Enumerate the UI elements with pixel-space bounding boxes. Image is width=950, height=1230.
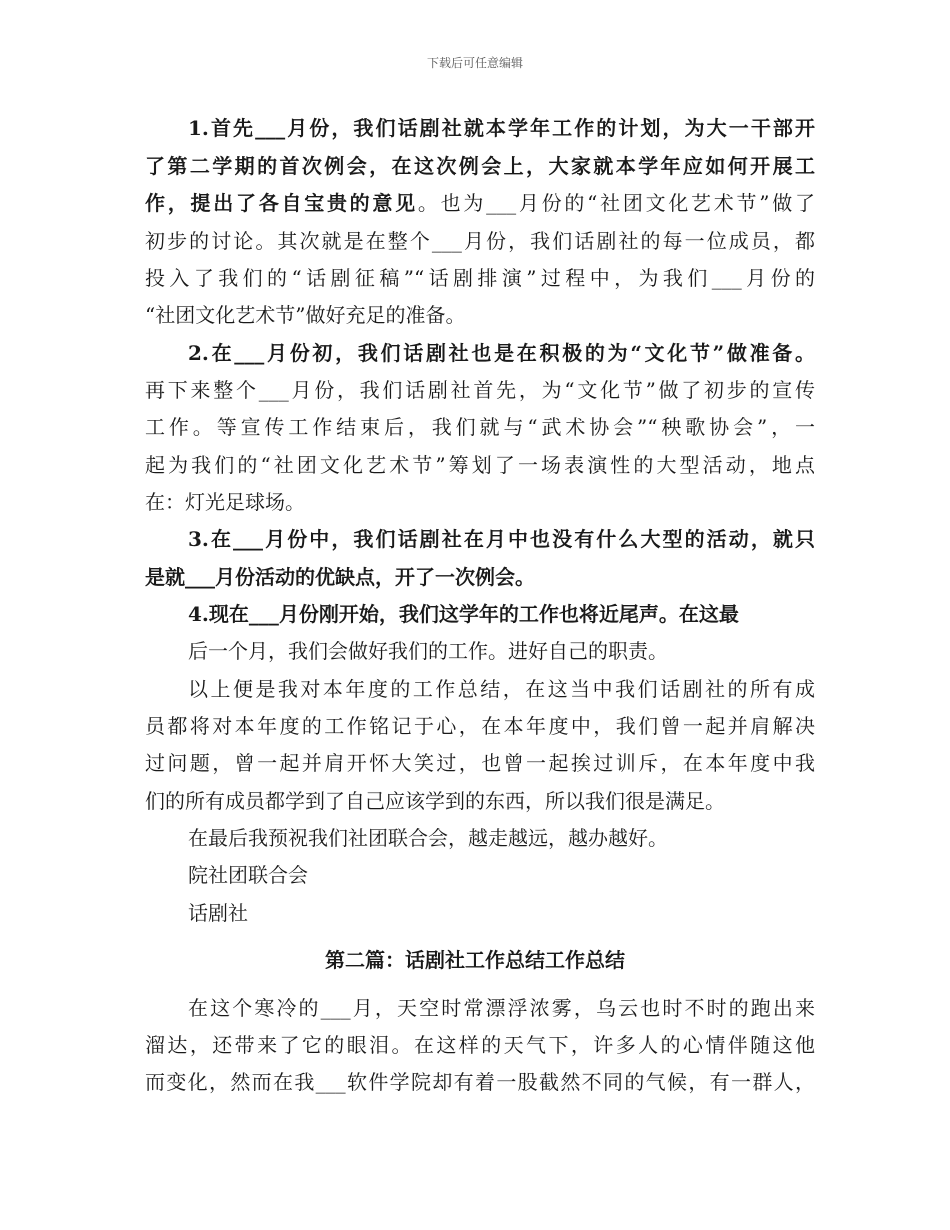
paragraph-line: 3.在___月份中，我们话剧社在月中也没有什么大型的活动，就只 (188, 527, 815, 551)
paragraph-line: 1.首先___月份，我们话剧社就本学年工作的计划，为大一干部开 (188, 116, 815, 140)
paragraph-line: 工作。等宣传工作结束后，我们就与“武术协会”“秧歌协会”，一 (145, 415, 815, 439)
paragraph-line: 初步的讨论。其次就是在整个___月份，我们话剧社的每一位成员，都 (145, 229, 815, 253)
paragraph-line: 过问题，曾一起并肩开怀大笑过，也曾一起挨过训斥，在本年度中我 (145, 751, 815, 775)
paragraph-line: 再下来整个___月份，我们话剧社首先，为“文化节”做了初步的宣传 (145, 378, 815, 402)
paragraph-line: 在这个寒冷的___月，天空时常漂浮浓雾，乌云也时不时的跑出来 (188, 996, 815, 1020)
normal-run: 。也为___月份的“社团文化艺术节”做了 (417, 191, 816, 215)
paragraph-line: 后一个月，我们会做好我们的工作。进好自己的职责。 (188, 639, 668, 663)
paragraph-line: 而变化，然而在我___软件学院却有着一股截然不同的气候，有一群人， (145, 1070, 815, 1094)
page-header: 下载后可任意编辑 (426, 56, 523, 70)
paragraph-line: 4.现在___月份刚开始，我们这学年的工作也将近尾声。在这最 (188, 602, 739, 626)
bold-run: 作，提出了各自宝贵的意见 (145, 191, 418, 215)
section-title: 第二篇：话剧社工作总结工作总结 (325, 948, 625, 972)
paragraph-line: 起为我们的“社团文化艺术节”筹划了一场表演性的大型活动，地点 (145, 453, 815, 477)
paragraph-line (145, 189, 815, 217)
paragraph-line: 在最后我预祝我们社团联合会，越走越远，越办越好。 (188, 826, 668, 850)
paragraph-line: 2.在___月份初，我们话剧社也是在积极的为“文化节”做准备。 (188, 341, 815, 365)
paragraph-line: 了第二学期的首次例会，在这次例会上，大家就本学年应如何开展工 (145, 154, 815, 178)
paragraph-line: 投入了我们的“话剧征稿”“话剧排演”过程中，为我们___月份的 (145, 266, 815, 290)
signature-org: 院社团联合会 (188, 863, 308, 887)
paragraph-line: 以上便是我对本年度的工作总结，在这当中我们话剧社的所有成 (188, 677, 815, 701)
paragraph-line: 是就___月份活动的优缺点，开了一次例会。 (145, 565, 535, 589)
paragraph-line: 在：灯光足球场。 (145, 490, 305, 514)
paragraph-line: “社团文化艺术节”做好充足的准备。 (145, 303, 466, 327)
paragraph-line: 员都将对本年度的工作铭记于心，在本年度中，我们曾一起并肩解决 (145, 714, 815, 738)
paragraph-line: 们的所有成员都学到了自己应该学到的东西，所以我们很是满足。 (145, 789, 725, 813)
signature-club: 话剧社 (188, 901, 248, 925)
paragraph-line: 溜达，还带来了它的眼泪。在这样的天气下，许多人的心情伴随这他 (145, 1033, 815, 1057)
